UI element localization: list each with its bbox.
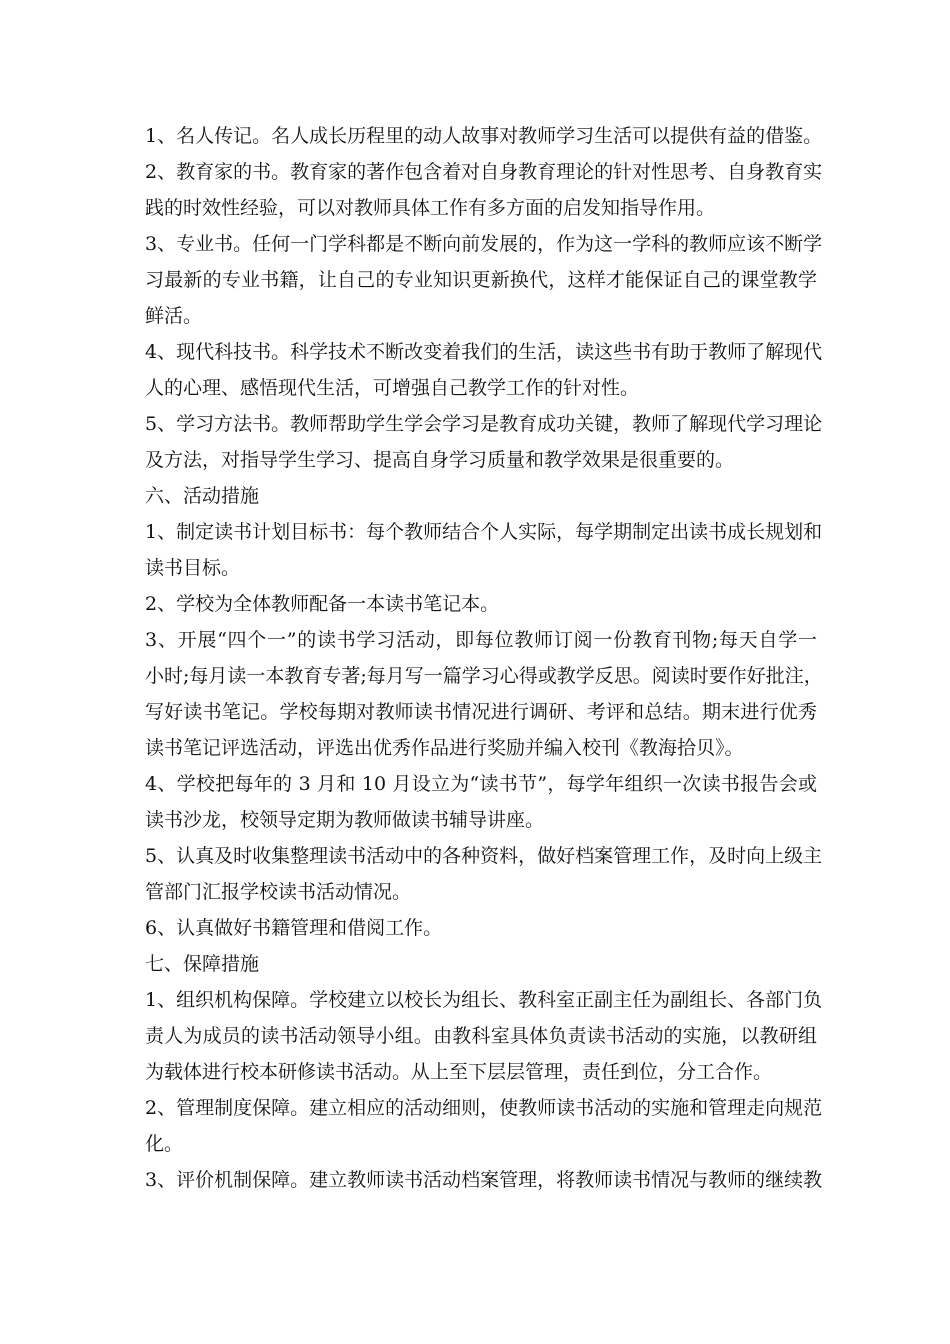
text-line: 写好读书笔记。学校每期对教师读书情况进行调研、考评和总结。期末进行优秀 [145,701,817,723]
text-line: 4、学校把每年的 3 月和 10 月设立为“读书节”，每学年组织一次读书报告会或 [145,773,817,795]
text-line: 践的时效性经验，可以对教师具体工作有多方面的启发知指导作用。 [145,197,716,219]
text-line: 2、学校为全体教师配备一本读书笔记本。 [145,593,500,615]
text-line: 2、教育家的书。教育家的著作包含着对自身教育理论的针对性思考、自身教育实 [145,161,823,183]
text-line: 3、评价机制保障。建立教师读书活动档案管理，将教师读书情况与教师的继续教 [145,1169,823,1191]
text-line: 6、认真做好书籍管理和借阅工作。 [145,917,443,939]
paragraph [145,838,823,910]
paragraph [145,1090,823,1162]
text-line: 习最新的专业书籍，让自己的专业知识更新换代，这样才能保证自己的课堂教学 [145,269,817,291]
paragraph [145,1162,823,1198]
text-line: 5、认真及时收集整理读书活动中的各种资料，做好档案管理工作，及时向上级主 [145,845,823,867]
paragraph [145,910,817,946]
text-line: 5、学习方法书。教师帮助学生学会学习是教育成功关键，教师了解现代学习理论 [145,413,823,435]
text-line: 及方法，对指导学生学习、提高自身学习质量和教学效果是很重要的。 [145,449,735,471]
paragraph [145,982,823,1090]
text-line: 人的心理、感悟现代生活，可增强自己教学工作的针对性。 [145,377,640,399]
text-line: 3、专业书。任何一门学科都是不断向前发展的，作为这一学科的教师应该不断学 [145,233,823,255]
paragraph [145,478,817,514]
text-line: 4、现代科技书。科学技术不断改变着我们的生活，读这些书有助于教师了解现代 [145,341,823,363]
text-line: 读书笔记评选活动，评选出优秀作品进行奖励并编入校刊《教海拾贝》。 [145,737,744,759]
paragraph [145,118,823,154]
text-line: 1、制定读书计划目标书：每个教师结合个人实际，每学期制定出读书成长规划和 [145,521,823,543]
text-line: 1、名人传记。名人成长历程里的动人故事对教师学习生活可以提供有益的借鉴。 [145,125,823,147]
text-line: 1、组织机构保障。学校建立以校长为组长、教科室正副主任为副组长、各部门负 [145,989,823,1011]
text-line: 3、开展“四个一”的读书学习活动，即每位教师订阅一份教育刊物;每天自学一 [145,629,817,651]
paragraph [145,622,823,766]
paragraph [145,226,823,334]
document-body [145,118,823,1198]
paragraph [145,334,823,406]
paragraph [145,586,817,622]
text-line: 六、活动措施 [145,485,260,507]
paragraph [145,154,823,226]
paragraph [145,946,817,982]
text-line: 读书沙龙，校领导定期为教师做读书辅导讲座。 [145,809,545,831]
text-line: 2、管理制度保障。建立相应的活动细则，使教师读书活动的实施和管理走向规范 [145,1097,823,1119]
text-line: 鲜活。 [145,305,203,327]
paragraph [145,766,817,838]
paragraph [145,514,823,586]
text-line: 化。 [145,1133,184,1155]
text-line: 管部门汇报学校读书活动情况。 [145,881,412,903]
paragraph [145,406,823,478]
text-line: 七、保障措施 [145,953,260,975]
text-line: 为载体进行校本研修读书活动。从上至下层层管理，责任到位，分工合作。 [145,1061,773,1083]
text-line: 小时;每月读一本教育专著;每月写一篇学习心得或教学反思。阅读时要作好批注， [145,665,823,687]
text-line: 读书目标。 [145,557,241,579]
text-line: 责人为成员的读书活动领导小组。由教科室具体负责读书活动的实施，以教研组 [145,1025,817,1047]
